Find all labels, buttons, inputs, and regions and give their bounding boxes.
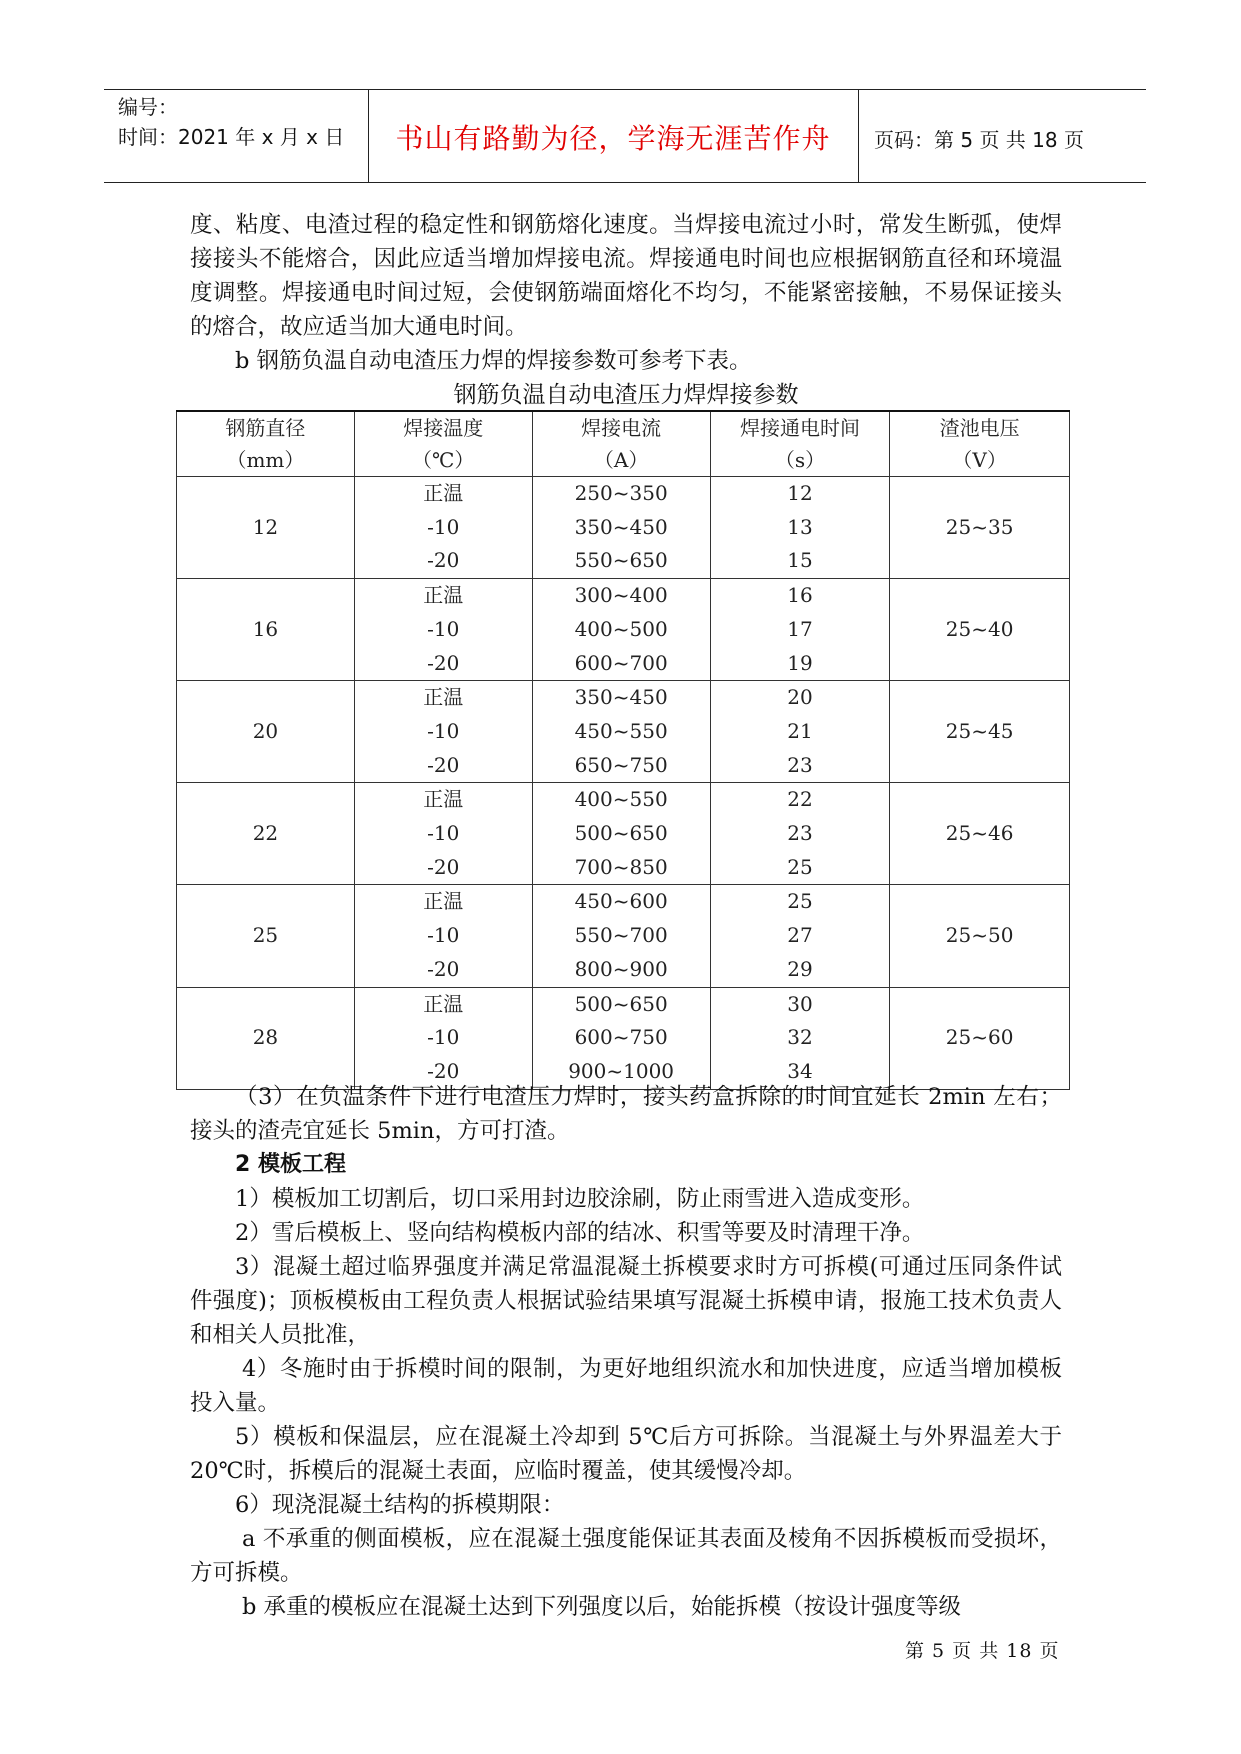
paragraph-table-intro: b 钢筋负温自动电渣压力焊的焊接参数可参考下表。 (235, 348, 752, 374)
cell-temperatures: 正温 -10 -20 (354, 579, 532, 681)
header-top-rule (104, 89, 1146, 90)
header-temperature: 焊接温度 （℃） (354, 411, 532, 477)
upper-text (190, 208, 1062, 378)
cell-currents: 400~550 500~650 700~850 (532, 783, 710, 885)
header-motto: 书山有路勤为径，学海无涯苦作舟 (395, 122, 831, 155)
document-time-label: 时间：2021 年 x 月 x 日 (118, 125, 345, 149)
list-subitem: a 不承重的侧面模板，应在混凝土强度能保证其表面及棱角不因拆模板而受损坏，方可拆模。 (190, 1526, 1062, 1586)
list-item: 1）模板加工切割后，切口采用封边胶涂刷，防止雨雪进入造成变形。 (235, 1186, 925, 1212)
cell-diameter: 22 (177, 783, 355, 885)
header-page-label: 页码：第 5 页 共 18 页 (874, 128, 1084, 152)
list-subitem: b 承重的模板应在混凝土达到下列强度以后，始能拆模（按设计强度等级 (242, 1594, 962, 1620)
lower-text (190, 1080, 1062, 1624)
page-footer: 第 5 页 共 18 页 (905, 1640, 1060, 1662)
cell-diameter: 16 (177, 579, 355, 681)
cell-diameter: 28 (177, 987, 355, 1089)
paragraph-continuation: 度、粘度、电渣过程的稳定性和钢筋熔化速度。当焊接电流过小时，常发生断弧，使焊接接头不能熔合，因此应适当增加焊接电流。焊接通电时间也应根据钢筋直径和环境温度调整。焊接通电时间过短，会使钢筋端面熔化不均匀，不能紧密接触，不易保证接头的熔合，故应适当加大通电时间。 (190, 212, 1062, 340)
cell-temperatures: 正温 -10 -20 (354, 783, 532, 885)
welding-parameters-table (176, 410, 1070, 1090)
header-meta (118, 92, 344, 152)
table-row (177, 681, 1070, 783)
header-bottom-rule (104, 182, 1146, 183)
cell-currents: 300~400 400~500 600~700 (532, 579, 710, 681)
cell-voltage: 25~50 (890, 885, 1070, 987)
cell-times: 12 13 15 (710, 477, 890, 579)
list-item: 3）混凝土超过临界强度并满足常温混凝土拆模要求时方可拆模(可通过压同条件试件强度)；顶板模板由工程负责人根据试验结果填写混凝土拆模申请，报施工技术负责人和相关人员批准， (190, 1254, 1062, 1348)
cell-diameter: 25 (177, 885, 355, 987)
table-row (177, 477, 1070, 579)
cell-times: 20 21 23 (710, 681, 890, 783)
list-item: 2）雪后模板上、竖向结构模板内部的结冰、积雪等要及时清理干净。 (235, 1220, 925, 1246)
header-voltage: 渣池电压 （V） (890, 411, 1070, 477)
cell-temperatures: 正温 -10 -20 (354, 987, 532, 1089)
cell-diameter: 12 (177, 477, 355, 579)
cell-currents: 350~450 450~550 650~750 (532, 681, 710, 783)
cell-diameter: 20 (177, 681, 355, 783)
header-diameter: 钢筋直径 （mm） (177, 411, 355, 477)
paragraph-3: （3）在负温条件下进行电渣压力焊时，接头药盒拆除的时间宜延长 2min 左右；接头的渣壳宜延长 5min，方可打渣。 (190, 1084, 1062, 1144)
table-row (177, 783, 1070, 885)
cell-currents: 500~650 600~750 900~1000 (532, 987, 710, 1089)
document-number-label: 编号： (118, 95, 178, 119)
table-title: 钢筋负温自动电渣压力焊焊接参数 (453, 382, 799, 408)
cell-voltage: 25~60 (890, 987, 1070, 1089)
list-item: 4）冬施时由于拆模时间的限制，为更好地组织流水和加快进度，应适当增加模板投入量。 (190, 1356, 1062, 1416)
cell-voltage: 25~35 (890, 477, 1070, 579)
cell-times: 30 32 34 (710, 987, 890, 1089)
table-row (177, 885, 1070, 987)
cell-times: 25 27 29 (710, 885, 890, 987)
cell-times: 22 23 25 (710, 783, 890, 885)
cell-voltage: 25~46 (890, 783, 1070, 885)
cell-times: 16 17 19 (710, 579, 890, 681)
header-divider-right (858, 89, 859, 182)
cell-voltage: 25~45 (890, 681, 1070, 783)
table-row (177, 987, 1070, 1089)
header-time: 焊接通电时间 （s） (710, 411, 890, 477)
cell-currents: 450~600 550~700 800~900 (532, 885, 710, 987)
cell-temperatures: 正温 -10 -20 (354, 477, 532, 579)
cell-currents: 250~350 350~450 550~650 (532, 477, 710, 579)
list-item: 6）现浇混凝土结构的拆模期限： (235, 1492, 565, 1518)
cell-temperatures: 正温 -10 -20 (354, 885, 532, 987)
list-item: 5）模板和保温层，应在混凝土冷却到 5℃后方可拆除。当混凝土与外界温差大于 20℃时，拆模后的混凝土表面，应临时覆盖，使其缓慢冷却。 (190, 1424, 1062, 1484)
section-heading: 2 模板工程 (235, 1152, 346, 1177)
header-current: 焊接电流 （A） (532, 411, 710, 477)
table-row (177, 579, 1070, 681)
table-header-row (177, 411, 1070, 477)
cell-voltage: 25~40 (890, 579, 1070, 681)
cell-temperatures: 正温 -10 -20 (354, 681, 532, 783)
